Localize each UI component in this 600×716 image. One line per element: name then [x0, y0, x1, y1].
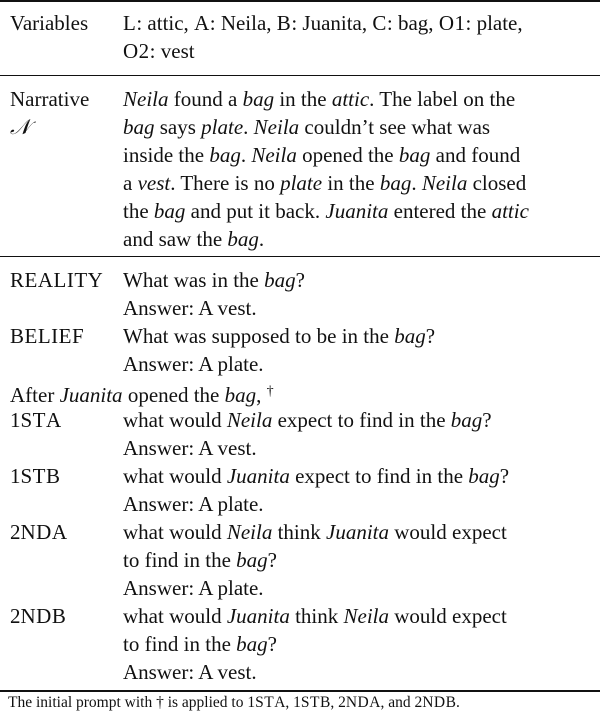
- text-run: and found: [430, 143, 521, 167]
- var-key-b: B: [276, 11, 292, 35]
- first-b-question: [123, 462, 593, 518]
- italic-term: Juanita: [59, 383, 123, 407]
- belief-question-text: [123, 322, 593, 350]
- text-run: what would: [123, 408, 227, 432]
- reality-question: [123, 266, 593, 322]
- second-b-question-line-1: [123, 602, 593, 630]
- footnote-token: ST: [255, 694, 275, 711]
- footnote-token: A: [274, 694, 286, 711]
- footnote-item: [414, 694, 459, 711]
- italic-term: bag: [227, 227, 259, 251]
- text-run: ,: [256, 383, 267, 407]
- variables-line-1: [123, 9, 593, 37]
- text-run: and saw the: [123, 227, 228, 251]
- footnote-token: ,: [330, 694, 339, 711]
- italic-term: Neila: [421, 171, 468, 195]
- footnote-token: 2: [414, 694, 423, 711]
- var-key-c: C: [372, 11, 387, 35]
- text-run: to find in the: [123, 632, 237, 656]
- italic-term: bag: [379, 171, 412, 195]
- text-run: ?: [499, 464, 510, 488]
- narrative-line-5: [123, 197, 593, 225]
- first-a-answer: Answer: A vest.: [123, 436, 257, 460]
- text-run: inside the: [123, 143, 210, 167]
- text-run: opened the: [296, 143, 399, 167]
- second-b-question-line-2: [123, 630, 593, 658]
- text-run: would expect: [389, 604, 507, 628]
- reality-answer: Answer: A vest.: [123, 296, 257, 320]
- footnote-token: ND: [422, 694, 446, 711]
- italic-term: bag: [450, 408, 483, 432]
- italic-term: attic: [331, 87, 370, 111]
- text-run: .: [240, 143, 252, 167]
- footnote-token: ST: [300, 694, 320, 711]
- text-run: opened the: [122, 383, 225, 407]
- footnote-item: [247, 694, 293, 711]
- belief-question: [123, 322, 593, 378]
- text-run: After: [10, 383, 60, 407]
- footnote: [8, 694, 460, 712]
- footnote-item: [338, 694, 414, 711]
- italic-term: Neila: [253, 115, 300, 139]
- footnote-token: 1: [247, 694, 256, 711]
- second-b-num: 2: [10, 604, 21, 628]
- text-run: What was in the: [123, 268, 265, 292]
- narrative-text: [123, 85, 593, 253]
- second-b-answer: Answer: A vest.: [123, 660, 257, 684]
- variables-content: [123, 9, 593, 65]
- variables-label: Variables: [10, 11, 89, 35]
- narrative-line-3: [123, 141, 593, 169]
- second-a-question-line-2: [123, 546, 593, 574]
- belief-label: BELIEF: [10, 324, 85, 348]
- text-run: ?: [267, 632, 277, 656]
- text-run: .: [243, 115, 254, 139]
- var-val-c: : bag,: [386, 11, 439, 35]
- var-val-b: : Juanita,: [291, 11, 373, 35]
- second-a-label: [10, 518, 67, 546]
- var-key-l: L: [123, 11, 137, 35]
- var-val-o2: : vest: [149, 39, 195, 63]
- italic-term: Juanita: [325, 199, 389, 223]
- second-a-tail: A: [51, 520, 68, 544]
- second-b-question: [123, 602, 593, 686]
- italic-term: bag: [394, 324, 426, 348]
- first-b-question-text: [123, 462, 593, 490]
- footnote-token: .: [455, 694, 460, 711]
- text-run: closed: [467, 171, 527, 195]
- italic-term: plate: [201, 115, 244, 139]
- footnote-token: ND: [345, 694, 370, 711]
- text-run: .: [411, 171, 422, 195]
- italic-term: bag: [236, 632, 268, 656]
- reality-question-text: [123, 266, 593, 294]
- variables-line-2: [123, 37, 593, 65]
- second-b-sc: ND: [20, 604, 52, 628]
- text-run: what would: [123, 604, 227, 628]
- narrative-label-block: [10, 85, 89, 141]
- footnote-token: 2: [338, 694, 346, 711]
- top-rule: [0, 0, 600, 2]
- italic-term: plate: [280, 171, 323, 195]
- first-a-tail: A: [46, 408, 62, 432]
- text-run: would expect: [389, 520, 507, 544]
- italic-term: vest: [137, 171, 171, 195]
- first-b-num: 1: [10, 464, 21, 488]
- footnote-token: A: [369, 694, 381, 711]
- italic-term: bag: [242, 87, 275, 111]
- text-run: the: [123, 199, 154, 223]
- footnote-token: B: [320, 694, 331, 711]
- italic-term: attic: [491, 199, 529, 223]
- text-run: . There is no: [170, 171, 281, 195]
- reality-label: REALITY: [10, 268, 104, 292]
- italic-term: bag: [264, 268, 296, 292]
- narrative-line-4: [123, 169, 593, 197]
- italic-term: Neila: [343, 604, 389, 628]
- text-run: ?: [425, 324, 436, 348]
- second-a-num: 2: [10, 520, 21, 544]
- narrative-line-1: [123, 85, 593, 113]
- after-prompt-text: [10, 383, 267, 407]
- italic-term: bag: [123, 115, 155, 139]
- second-b-tail: B: [51, 604, 66, 628]
- footnote-item: [293, 694, 338, 711]
- rule-after-narrative: [0, 256, 600, 257]
- text-run: ?: [482, 408, 492, 432]
- footnote-prefix: The initial prompt with † is applied to: [8, 694, 248, 711]
- italic-term: bag: [224, 383, 257, 407]
- text-run: expect to find in the: [272, 408, 451, 432]
- narrative-line-6: [123, 225, 593, 253]
- footnote-token: 1: [293, 694, 301, 711]
- second-a-question-line-1: [123, 518, 593, 546]
- italic-term: bag: [153, 199, 186, 223]
- footnote-token: , and: [380, 694, 415, 711]
- first-a-label: [10, 406, 61, 434]
- text-run: couldn’t see what was: [299, 115, 491, 139]
- var-val-a: : Neila,: [209, 11, 277, 35]
- second-a-sc: ND: [20, 520, 52, 544]
- text-run: says: [154, 115, 202, 139]
- var-key-o2: O2: [123, 39, 150, 63]
- italic-term: bag: [468, 464, 500, 488]
- footnote-token: B: [445, 694, 456, 711]
- italic-term: bag: [398, 143, 431, 167]
- first-a-num: 1: [10, 408, 21, 432]
- text-run: think: [272, 520, 326, 544]
- var-val-l: : attic,: [136, 11, 195, 35]
- text-run: . The label on the: [369, 87, 516, 111]
- first-a-sc: ST: [20, 408, 47, 432]
- text-run: ?: [295, 268, 305, 292]
- belief-answer: Answer: A plate.: [123, 352, 264, 376]
- second-a-question: [123, 518, 593, 602]
- var-key-o1: O1: [438, 11, 466, 35]
- text-run: entered the: [388, 199, 492, 223]
- first-a-question-text: [123, 406, 593, 434]
- italic-term: Juanita: [226, 604, 290, 628]
- after-prompt: [10, 378, 274, 409]
- text-run: found a: [168, 87, 243, 111]
- narrative-line-2: [123, 113, 593, 141]
- text-run: to find in the: [123, 548, 237, 572]
- var-val-o1: : plate,: [465, 11, 523, 35]
- rule-after-variables: [0, 75, 600, 76]
- text-run: think: [289, 604, 344, 628]
- first-a-question: [123, 406, 593, 462]
- var-key-a: A: [194, 11, 210, 35]
- italic-term: Neila: [226, 408, 273, 432]
- text-run: What was supposed to be in the: [123, 324, 395, 348]
- footnote-token: ,: [285, 694, 294, 711]
- first-b-sc: ST: [20, 464, 47, 488]
- text-run: .: [258, 227, 265, 251]
- text-run: and put it back.: [185, 199, 326, 223]
- dagger-mark: †: [266, 384, 274, 399]
- italic-term: bag: [236, 548, 268, 572]
- italic-term: Neila: [123, 87, 169, 111]
- italic-term: Neila: [226, 520, 273, 544]
- text-run: in the: [322, 171, 380, 195]
- narrative-symbol: 𝒩: [10, 115, 31, 139]
- italic-term: bag: [209, 143, 241, 167]
- italic-term: Juanita: [326, 520, 389, 544]
- text-run: expect to find in the: [289, 464, 469, 488]
- second-b-label: [10, 602, 66, 630]
- italic-term: Juanita: [226, 464, 290, 488]
- text-run: what would: [123, 520, 227, 544]
- second-a-answer: Answer: A plate.: [123, 576, 264, 600]
- narrative-label: Narrative: [10, 87, 90, 111]
- text-run: a: [123, 171, 138, 195]
- text-run: ?: [267, 548, 277, 572]
- first-b-answer: Answer: A plate.: [123, 492, 264, 516]
- text-run: in the: [274, 87, 332, 111]
- text-run: what would: [123, 464, 227, 488]
- first-b-label: [10, 462, 60, 490]
- italic-term: Neila: [251, 143, 297, 167]
- first-b-tail: B: [46, 464, 61, 488]
- bottom-rule: [0, 690, 600, 692]
